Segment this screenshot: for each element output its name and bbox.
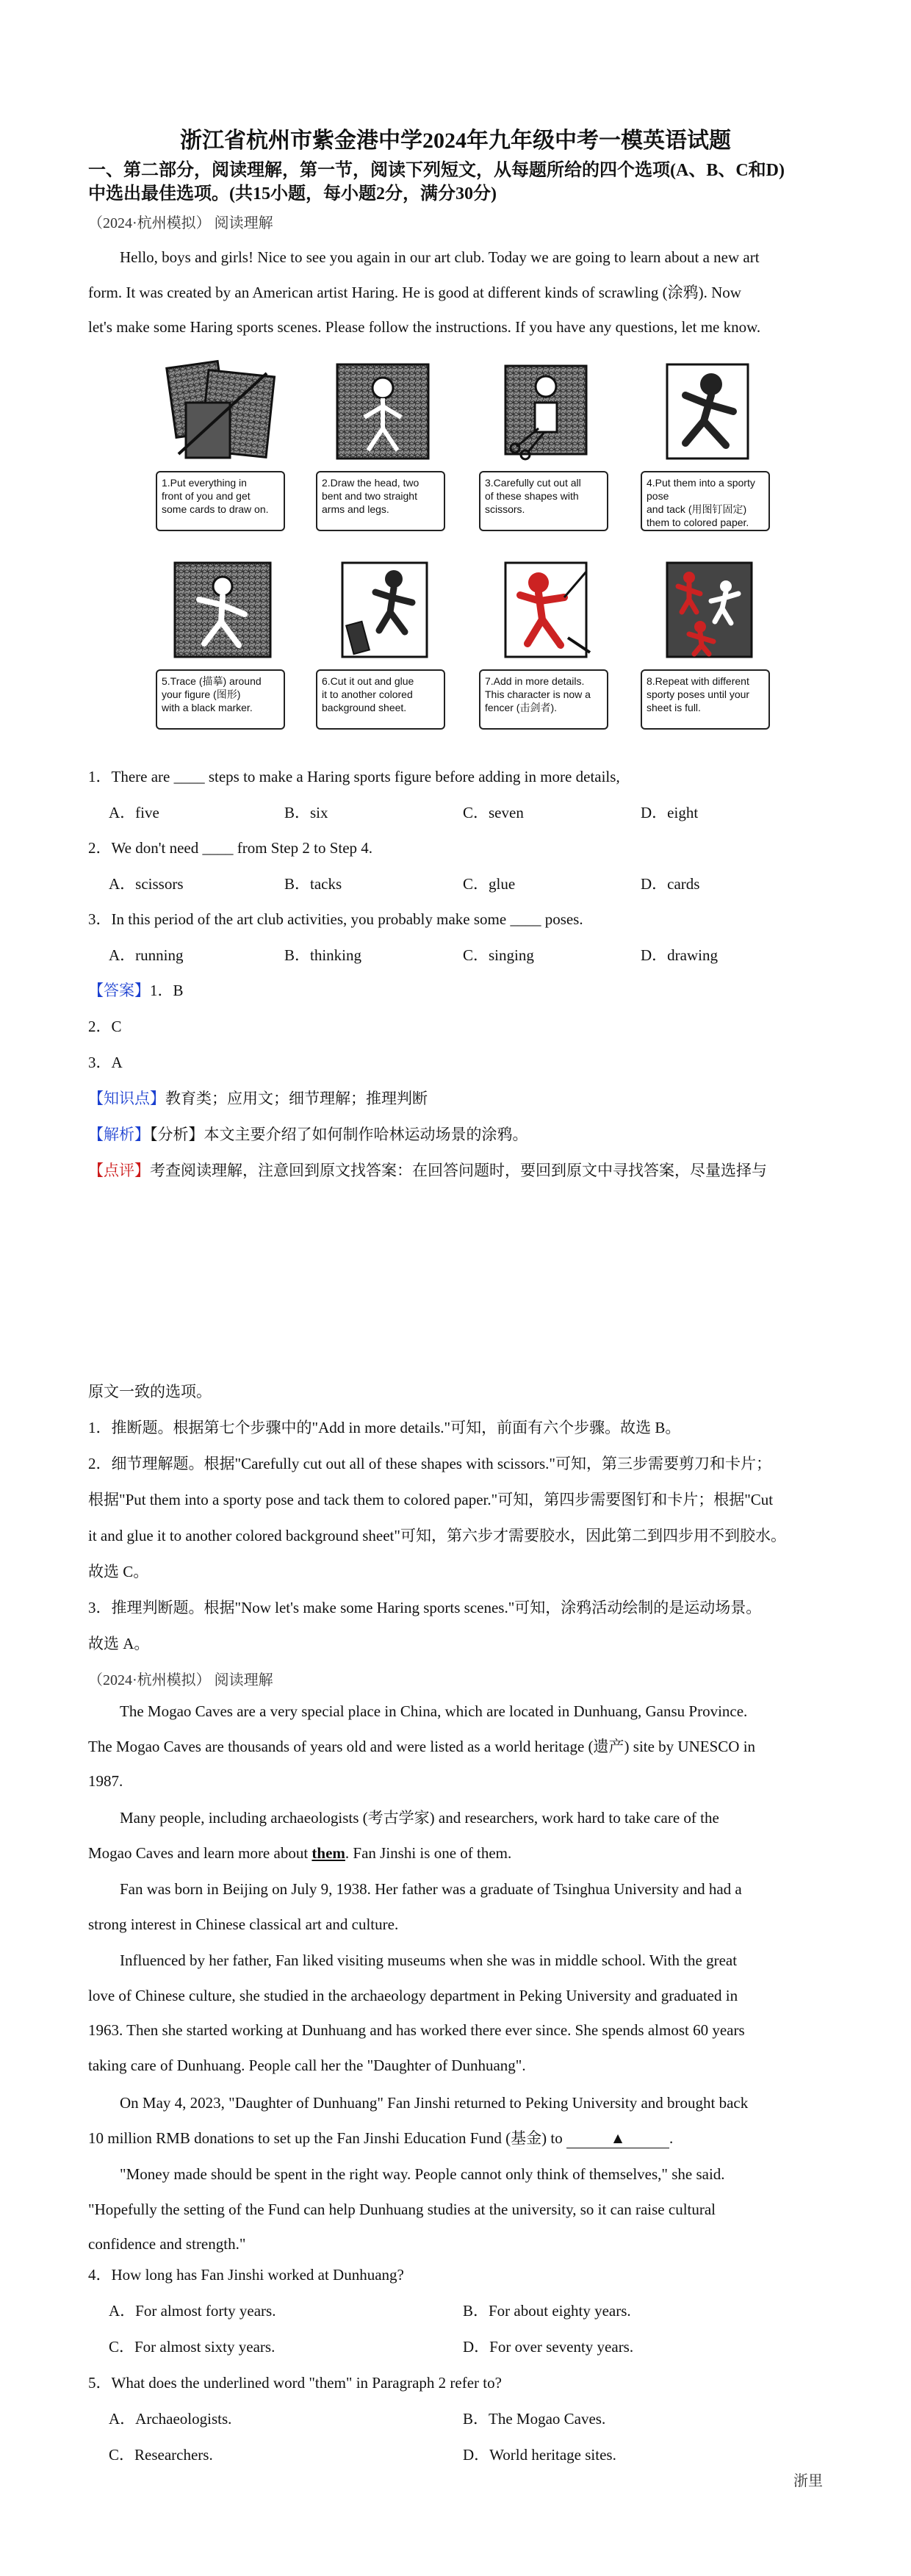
answer-blank[interactable] bbox=[566, 2129, 669, 2148]
caption-line: sheet is full. bbox=[647, 702, 701, 713]
passage2-source: （2024·杭州模拟） 阅读理解 bbox=[88, 1672, 273, 1688]
answer-line bbox=[88, 979, 184, 1001]
para-line: "Money made should be spent in the right way. People cannot only think of themselves," she said. bbox=[120, 2165, 725, 2183]
haring-steps-figure bbox=[153, 359, 785, 755]
step-draw-image bbox=[324, 359, 442, 465]
step-caption bbox=[479, 669, 608, 730]
option-c[interactable]: C．Researchers. bbox=[109, 2446, 213, 2464]
passage2-paragraph-3 bbox=[88, 1872, 830, 1942]
explanation-line: 根据"Put them into a sporty pose and tack them to colored paper."可知，第四步需要图钉和卡片；根据"Cut bbox=[88, 1491, 774, 1508]
option-d[interactable]: D．eight bbox=[641, 804, 699, 821]
option-b[interactable]: B．The Mogao Caves. bbox=[463, 2410, 606, 2428]
step-panel bbox=[153, 359, 292, 539]
para-line: love of Chinese culture, she studied in the archaeology department in Peking University and graduated in bbox=[88, 1986, 738, 2004]
para-line: strong interest in Chinese classical art and culture. bbox=[88, 1915, 399, 1933]
section-heading-line1: 一、第二部分，阅读理解，第一节，阅读下列短文，从每题所给的四个选项(A、B、C和D) bbox=[88, 161, 785, 180]
passage2-paragraph-5 bbox=[88, 2086, 830, 2156]
option-b[interactable]: B．tacks bbox=[284, 875, 342, 893]
option-a[interactable]: A．For almost forty years. bbox=[109, 2302, 276, 2320]
step-pose-image bbox=[649, 359, 766, 465]
option-c[interactable]: C．For almost sixty years. bbox=[109, 2338, 276, 2356]
step-fencer-image bbox=[487, 557, 605, 663]
step-caption bbox=[316, 669, 445, 730]
caption-line: of these shapes with bbox=[485, 490, 579, 502]
option-c[interactable]: C．seven bbox=[463, 804, 524, 821]
knowledge-line bbox=[88, 1087, 428, 1109]
para-line: confidence and strength." bbox=[88, 2235, 246, 2253]
passage2-paragraph-4 bbox=[88, 1943, 830, 2083]
knowledge-label: 【知识点】 bbox=[88, 1090, 165, 1107]
para-line: The Mogao Caves are thousands of years old and were listed as a world heritage (遗产) site by UNESCO in bbox=[88, 1737, 756, 1755]
intro-line: form. It was created by an American artist Haring. He is good at different kinds of scrawling (涂鸦). Now bbox=[88, 283, 741, 301]
explanation-line: 1．推断题。根据第七个步骤中的"Add in more details."可知，前面有六个步骤。故选 B。 bbox=[88, 1419, 681, 1436]
underlined-word: them bbox=[312, 1843, 345, 1862]
para-text: Mogao Caves and learn more about bbox=[88, 1843, 312, 1862]
caption-line: 6.Cut it out and glue bbox=[322, 675, 414, 687]
caption-line: scissors. bbox=[485, 503, 525, 515]
step-caption bbox=[316, 471, 445, 531]
option-c[interactable]: C．singing bbox=[463, 946, 534, 964]
caption-line: bent and two straight bbox=[322, 490, 417, 502]
step-caption bbox=[156, 471, 285, 531]
passage2-paragraph-2 bbox=[88, 1801, 830, 1871]
option-a[interactable]: A．five bbox=[109, 804, 159, 821]
step-caption bbox=[479, 471, 608, 531]
caption-line: arms and legs. bbox=[322, 503, 389, 515]
step-caption bbox=[641, 669, 770, 730]
step-panel bbox=[638, 359, 777, 539]
option-b[interactable]: B．For about eighty years. bbox=[463, 2302, 631, 2320]
para-line bbox=[88, 1836, 830, 1871]
caption-line: 2.Draw the head, two bbox=[322, 477, 420, 489]
step-glue-image bbox=[324, 557, 442, 663]
comment-label: 【点评】 bbox=[88, 1162, 150, 1179]
step-caption bbox=[156, 669, 285, 730]
caption-line: front of you and get bbox=[162, 490, 251, 502]
para-line: taking care of Dunhuang. People call her the "Daughter of Dunhuang". bbox=[88, 2056, 526, 2074]
para-line: The Mogao Caves are a very special place in China, which are located in Dunhuang, Gansu Province. bbox=[120, 1702, 748, 1720]
analysis-label: 【解析】 bbox=[88, 1126, 150, 1143]
caption-line: and tack (用图钉固定) bbox=[647, 503, 747, 515]
explanation-line: it and glue it to another colored background sheet"可知，第六步才需要胶水，因此第二到四步用不到胶水。 bbox=[88, 1527, 786, 1544]
caption-line: 8.Repeat with different bbox=[647, 675, 749, 687]
option-a[interactable]: A．running bbox=[109, 946, 184, 964]
caption-line: fencer (击剑者). bbox=[485, 702, 558, 713]
answer-label: 【答案】 bbox=[88, 982, 150, 999]
step-trace-image bbox=[164, 557, 281, 663]
analysis-line bbox=[88, 1123, 528, 1145]
comment-text: 考查阅读理解，注意回到原文找答案：在回答问题时，要回到原文中寻找答案，尽量选择与 bbox=[150, 1162, 767, 1179]
caption-line: This character is now a bbox=[485, 688, 591, 700]
option-d[interactable]: D．cards bbox=[641, 875, 700, 893]
para-text: 10 million RMB donations to set up the Fan Jinshi Education Fund (基金) to bbox=[88, 2129, 566, 2147]
para-line: 1963. Then she started working at Dunhuang and has worked there ever since. She spends almost 60 years bbox=[88, 2021, 745, 2039]
option-b[interactable]: B．thinking bbox=[284, 946, 362, 964]
question-5-stem: 5．What does the underlined word "them" in Paragraph 2 refer to? bbox=[88, 2374, 502, 2392]
explanation-line: 2．细节理解题。根据"Carefully cut out all of these shapes with scissors."可知，第三步需要剪刀和卡片； bbox=[88, 1455, 771, 1472]
option-a[interactable]: A．Archaeologists. bbox=[109, 2410, 232, 2428]
question-4-stem: 4．How long has Fan Jinshi worked at Dunhuang? bbox=[88, 2266, 404, 2284]
step-panel bbox=[313, 557, 453, 737]
answer-1: 1．B bbox=[150, 982, 184, 999]
step-repeat-image bbox=[649, 557, 766, 663]
passage1-source: （2024·杭州模拟） 阅读理解 bbox=[88, 215, 273, 231]
para-line: Fan was born in Beijing on July 9, 1938. Her father was a graduate of Tsinghua University and had a bbox=[120, 1880, 742, 1898]
caption-line: 3.Carefully cut out all bbox=[485, 477, 581, 489]
caption-line: it to another colored bbox=[322, 688, 413, 700]
option-d[interactable]: D．World heritage sites. bbox=[463, 2446, 616, 2464]
section-heading-line2: 中选出最佳选项。(共15小题，每小题2分，满分30分) bbox=[88, 184, 497, 204]
step-cut-image bbox=[487, 359, 605, 465]
explanation-line: 故选 C。 bbox=[88, 1563, 149, 1580]
explanation-line: 故选 A。 bbox=[88, 1635, 150, 1652]
option-c[interactable]: C．glue bbox=[463, 875, 516, 893]
explanation-line: 3．推理判断题。根据"Now let's make some Haring sports scenes."可知，涂鸦活动绘制的是运动场景。 bbox=[88, 1599, 762, 1616]
para-text: . Fan Jinshi is one of them. bbox=[345, 1843, 512, 1862]
answer-2: 2．C bbox=[88, 1018, 122, 1035]
analysis-text: 【分析】本文主要介绍了如何制作哈林运动场景的涂鸦。 bbox=[150, 1126, 528, 1143]
caption-line: 5.Trace (描摹) around bbox=[162, 675, 262, 687]
para-line: 1987. bbox=[88, 1772, 123, 1790]
option-d[interactable]: D．For over seventy years. bbox=[463, 2338, 634, 2356]
passage1-intro bbox=[88, 240, 830, 345]
para-line bbox=[88, 2121, 830, 2156]
para-line: Influenced by her father, Fan liked visiting museums when she was in middle school. With the great bbox=[120, 1951, 738, 1969]
step-panel bbox=[638, 557, 777, 737]
comment-line bbox=[88, 1159, 767, 1181]
page-title: 浙江省杭州市紫金港中学2024年九年级中考一模英语试题 bbox=[180, 129, 731, 153]
passage2-paragraph-1 bbox=[88, 1694, 830, 1799]
step-panel bbox=[476, 557, 616, 737]
caption-line: 1.Put everything in bbox=[162, 477, 247, 489]
caption-line: 7.Add in more details. bbox=[485, 675, 585, 687]
caption-line: sporty poses until your bbox=[647, 688, 750, 700]
comment-continued: 原文一致的选项。 bbox=[88, 1383, 212, 1400]
caption-line: them to colored paper. bbox=[647, 517, 749, 528]
option-b[interactable]: B．six bbox=[284, 804, 328, 821]
caption-line: your figure (图形) bbox=[162, 688, 241, 700]
knowledge-text: 教育类；应用文；细节理解；推理判断 bbox=[165, 1090, 428, 1107]
page-footer: 浙里 bbox=[793, 2473, 823, 2489]
caption-line: some cards to draw on. bbox=[162, 503, 269, 515]
step-panel bbox=[153, 557, 292, 737]
passage2-paragraph-6 bbox=[88, 2157, 830, 2262]
caption-line: 4.Put them into a sporty pose bbox=[647, 477, 755, 502]
option-a[interactable]: A．scissors bbox=[109, 875, 184, 893]
blank-marker: ▲ bbox=[610, 2129, 626, 2147]
question-1-stem: 1．There are ____ steps to make a Haring sports figure before adding in more details, bbox=[88, 768, 620, 785]
para-line: On May 4, 2023, "Daughter of Dunhuang" Fan Jinshi returned to Peking University and brought back bbox=[120, 2094, 749, 2112]
step-panel bbox=[476, 359, 616, 539]
option-d[interactable]: D．drawing bbox=[641, 946, 718, 964]
para-line: "Hopefully the setting of the Fund can help Dunhuang studies at the university, so it can raise cultural bbox=[88, 2200, 716, 2218]
intro-line: Hello, boys and girls! Nice to see you again in our art club. Today we are going to learn about a new art bbox=[120, 248, 760, 266]
answer-3: 3．A bbox=[88, 1054, 123, 1071]
step-caption bbox=[641, 471, 770, 531]
question-2-stem: 2．We don't need ____ from Step 2 to Step 4. bbox=[88, 839, 373, 857]
step-cards-image bbox=[164, 359, 281, 465]
para-text: . bbox=[669, 2129, 674, 2147]
section-heading bbox=[88, 159, 845, 206]
caption-line: with a black marker. bbox=[162, 702, 253, 713]
caption-line: background sheet. bbox=[322, 702, 407, 713]
para-line: Many people, including archaeologists (考古学家) and researchers, work hard to take care of the bbox=[120, 1809, 719, 1827]
step-panel bbox=[313, 359, 453, 539]
question-3-stem: 3．In this period of the art club activities, you probably make some ____ poses. bbox=[88, 910, 583, 928]
intro-line: let's make some Haring sports scenes. Please follow the instructions. If you have any questions, let me know. bbox=[88, 318, 761, 336]
